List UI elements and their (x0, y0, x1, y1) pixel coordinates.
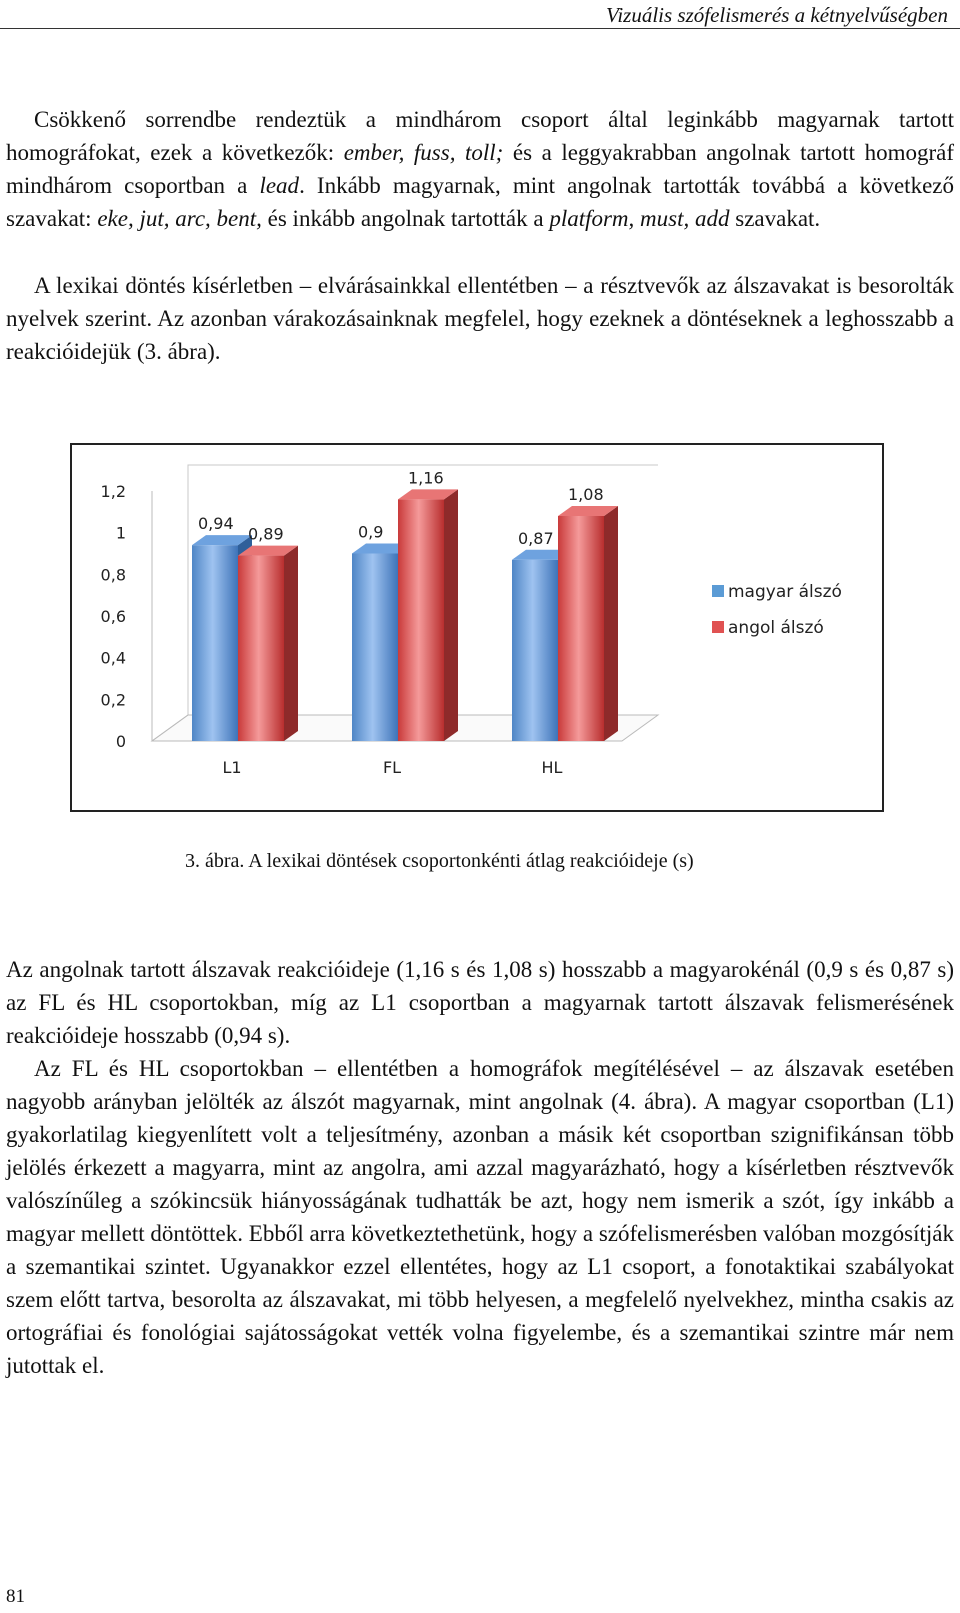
text-run: szavakat. (729, 206, 821, 231)
data-label: 0,9 (358, 522, 384, 542)
italic-term: platform, must, add (549, 206, 730, 231)
paragraph-4: Az FL és HL csoportokban – ellentétben a homográfok megítélésével – az álszavak esetében nagyobb arányban jelölték az álszót magyarnak, mint angolnak (4. ábra). A magyar csoportban (L1) gyakorlatilag kiegyenlített volt a teljesítmény, azonban a másik két csoportban szignifikánsan több jelölés érkezett a magyarra, mint az angolra, ami azzal magyarázható, hogy a kísérletben résztvevők valószínűleg a szókincsük hiányosságának tudhatták be azt, hogy nem ismerik a szót, így inkább a magyar mellett döntöttek. Ebből arra következtethetünk, hogy a szófelismerésben valóban mozgósítják a szemantikai szintet. Ugyanakkor ezzel ellentétes, hogy az L1 csoport, a fonotaktikai szabályokat szem előtt tartva, besorolta az álszavakat, mi több helyesen, a megfelelő nyelvekhez, mintha csakis az ortográfiai és fonológiai sajátosságokat vették volna figyelembe, és a szemantikai szintre már nem jutottak el. (6, 1056, 954, 1378)
data-label: 0,94 (198, 514, 234, 534)
bar-angol-fl (398, 499, 444, 741)
legend-swatch (712, 585, 724, 597)
italic-term: ember, fuss, toll; (343, 140, 504, 165)
bar-angol-l1 (238, 556, 284, 741)
italic-term: eke, jut, arc, bent, (97, 206, 262, 231)
y-tick-label: 1 (115, 523, 126, 543)
text-run: Csökkenő sorrendbe rendeztük a mindhárom csoport által leginkább magyarnak tartott homográfokat, ezek a következők: (6, 107, 954, 165)
bar-side (284, 546, 298, 741)
bar-magyar-fl (352, 554, 398, 742)
y-tick-label: 1,2 (100, 482, 126, 501)
figure-3-chart (70, 443, 884, 812)
y-tick-label: 0 (115, 732, 126, 751)
bar-chart (72, 445, 882, 810)
y-tick-label: 0,2 (100, 690, 126, 710)
running-header (0, 0, 960, 30)
data-label: 1,08 (568, 485, 604, 504)
text-run: és a leggyakrabban angolnak tartott homográf mindhárom csoportban a (6, 140, 954, 198)
y-tick-label: 0,8 (100, 565, 126, 585)
x-tick-label: FL (382, 758, 402, 777)
bar-angol-hl (558, 516, 604, 741)
italic-term: lead (259, 173, 300, 198)
data-label: 1,16 (408, 468, 444, 488)
data-label: 0,87 (518, 528, 554, 548)
y-tick-label: 0,6 (100, 607, 126, 626)
paragraph-1 (6, 103, 954, 235)
legend-label: angol álszó (728, 618, 824, 638)
x-tick-label: HL (541, 758, 563, 777)
y-tick-label: 0,4 (100, 648, 126, 668)
bar-side (444, 489, 458, 741)
data-label: 0,89 (248, 524, 284, 544)
figure-caption: 3. ábra. A lexikai döntések csoportonkénti átlag reakcióideje (s) (185, 850, 694, 872)
text-run: . Inkább magyarnak, mint angolnak tartották továbbá a következő szavakat: (6, 173, 954, 231)
header-rule (0, 28, 960, 29)
legend-label: magyar álszó (728, 582, 842, 602)
paragraph-2: A lexikai döntés kísérletben – elvárásainkkal ellentétben – a résztvevők az álszavakat is besorolták nyelvek szerint. Az azonban várakozásainknak megfelel, hogy ezeknek a döntéseknek a leghosszabb a reakcióidejük (3. ábra). (6, 273, 954, 364)
bar-magyar-hl (512, 560, 558, 741)
text-run: és inkább angolnak tartották a (261, 206, 550, 231)
bar-side (604, 506, 618, 741)
running-title: Vizuális szófelismerés a kétnyelvűségben (606, 3, 948, 27)
paragraph-3: Az angolnak tartott álszavak reakcióideje (1,16 s és 1,08 s) hosszabb a magyarokénál (0,9 s és 0,87 s) az FL és HL csoportokban, míg az L1 csoportban a magyarnak tartott álszavak felismerésének reakcióideje hosszabb (0,94 s). (6, 957, 954, 1048)
page-number: 81 (6, 1586, 25, 1607)
x-tick-label: L1 (222, 758, 242, 777)
bar-magyar-l1 (192, 545, 238, 741)
legend-swatch (712, 621, 724, 633)
